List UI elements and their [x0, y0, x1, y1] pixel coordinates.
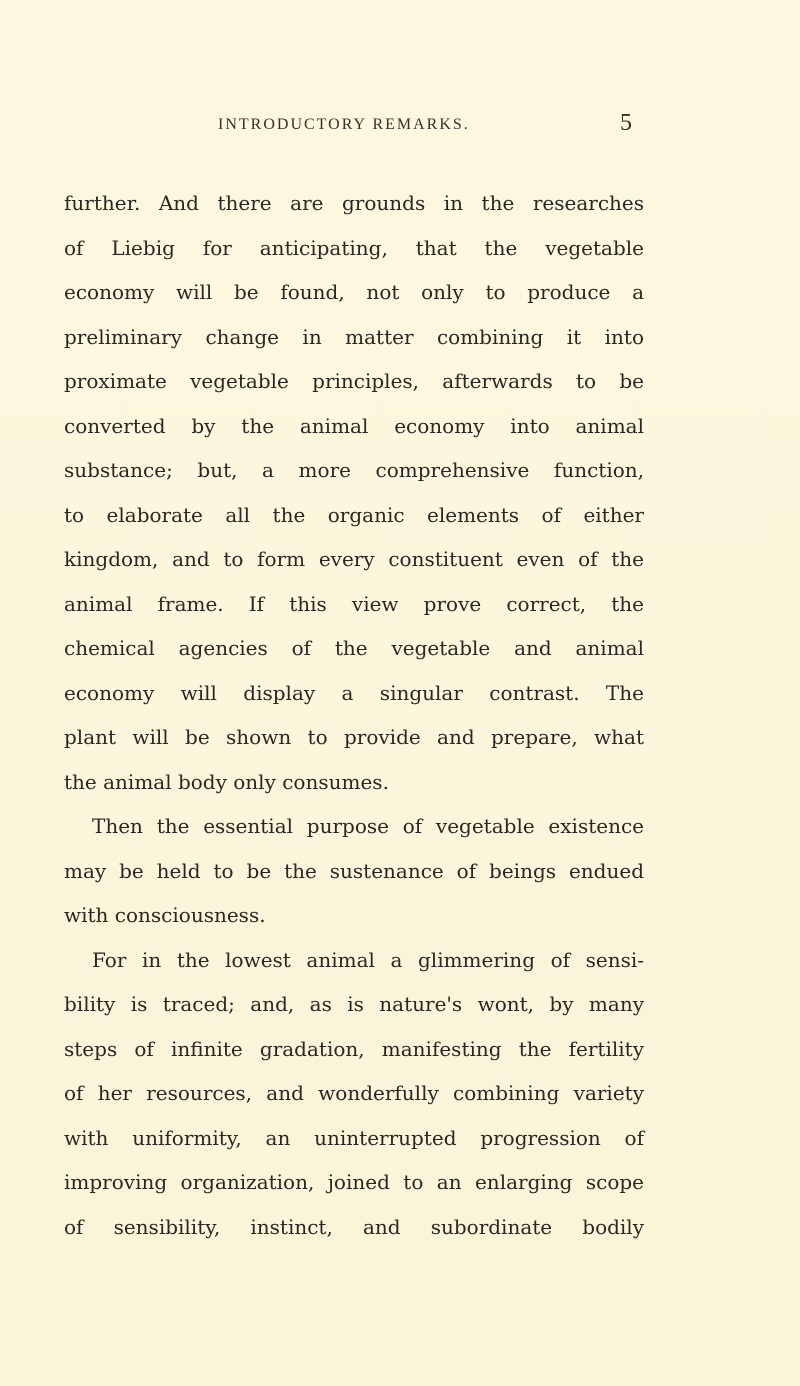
text-line: converted by the animal economy into animal — [64, 413, 644, 438]
text-line: bility is traced; and, as is nature's wont, by many — [64, 992, 644, 1016]
running-head — [0, 110, 800, 146]
text-line: kingdom, and to form every constituent even of the — [64, 547, 644, 571]
text-line: Then the essential purpose of vegetable existence — [92, 814, 644, 838]
text-line: animal frame. If this view prove correct, the — [64, 591, 644, 616]
text-line: with consciousness. — [64, 903, 266, 927]
text-line: to elaborate all the organic elements of either — [64, 502, 644, 527]
text-line: substance; but, a more comprehensive function, — [64, 458, 644, 482]
running-title: INTRODUCTORY REMARKS. — [218, 116, 470, 133]
text-line: steps of infinite gradation, manifesting the fertility — [64, 1036, 644, 1061]
text-line: of sensibility, instinct, and subordinate bodily — [64, 1214, 644, 1239]
text-line: economy will display a singular contrast. The — [64, 680, 644, 705]
text-line: with uniformity, an uninterrupted progression of — [64, 1125, 644, 1150]
text-line: may be held to be the sustenance of beings endued — [64, 858, 644, 883]
text-line: improving organization, joined to an enlarging scope — [64, 1170, 644, 1194]
text-line: of Liebig for anticipating, that the vegetable — [64, 235, 644, 260]
text-line: further. And there are grounds in the researches — [64, 191, 644, 215]
text-line: the animal body only consumes. — [64, 769, 389, 794]
text-line: For in the lowest animal a glimmering of sensi- — [92, 947, 644, 972]
text-line: plant will be shown to provide and prepare, what — [64, 725, 644, 749]
text-line: preliminary change in matter combining it into — [64, 324, 644, 349]
text-line: chemical agencies of the vegetable and animal — [64, 636, 644, 660]
text-line: of her resources, and wonderfully combining variety — [64, 1081, 644, 1105]
text-line: proximate vegetable principles, afterwards to be — [64, 369, 644, 393]
page-number: 5 — [620, 110, 632, 136]
text-line: economy will be found, not only to produce a — [64, 280, 644, 304]
body-text — [64, 181, 644, 1249]
